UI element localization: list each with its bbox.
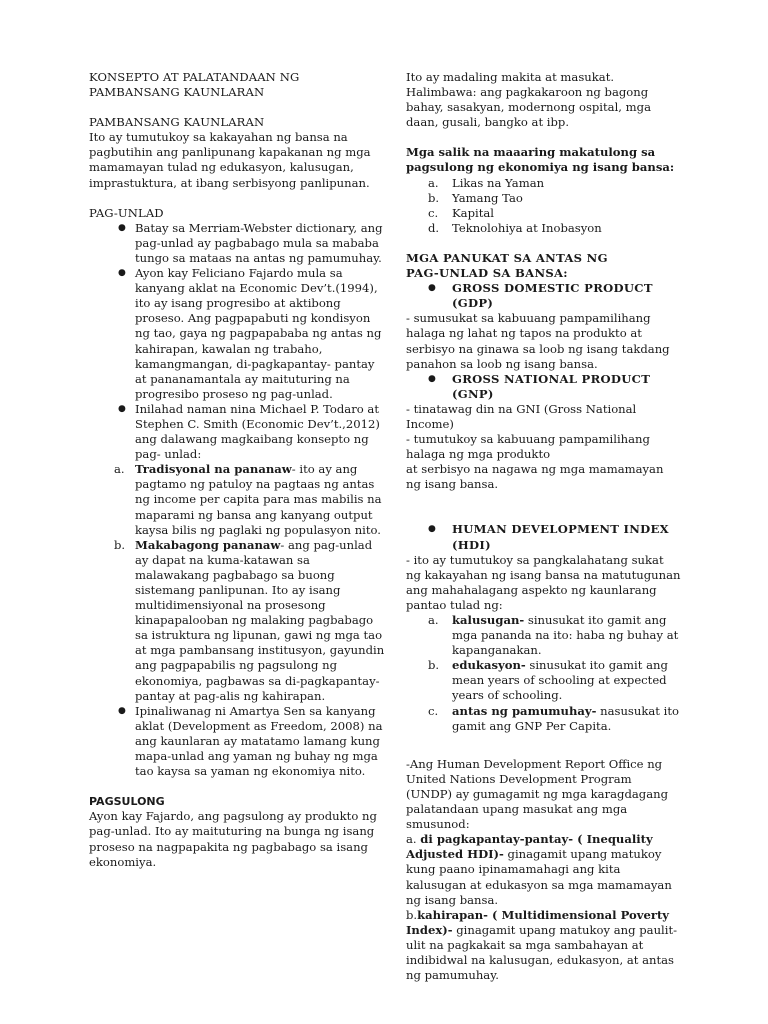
bullet-icon: ●	[118, 268, 126, 279]
panukat-heading-line-2: PAG-UNLAD SA BANSA:	[406, 266, 568, 281]
hdi-list	[406, 613, 681, 734]
pagsulong-heading: PAGSULONG	[89, 795, 165, 809]
pagunlad-heading: PAG-UNLAD	[89, 205, 164, 220]
list-item: ● Ayon kay Feliciano Fajardo mula sa kanyang aklat na Economic Dev’t.(1994), ito ay isang progresibo at aktibong proseso. Ang pagpapabuti ng kondisyon ng tao, gaya ng pagpapababa ng antas ng kahirapan, kawalan ng trabaho, kamangmangan, di-pagkapantay- pantay at pananamantala ay maituturing na progresibo proseso ng pag-unlad.	[118, 266, 382, 401]
gnp-line-3: at serbisyo na nagawa ng mga mamamayan ng isang bansa.	[406, 462, 664, 492]
list-item: a. Likas na Yaman	[428, 175, 545, 190]
mpi-paragraph: b.kahirapan- ( Multidimensional Poverty Index)- ginagamit upang matukoy ang paulit-ulit na pagkakait sa mga sambahayan at indibidwal na kalusugan, edukasyon, at antas ng pamumuhay.	[406, 907, 678, 983]
tradisyonal-term: Tradisyonal na pananaw	[135, 462, 292, 477]
list-item: b. Yamang Tao	[428, 190, 523, 205]
intro-paragraph: Ito ay madaling makita at masukat. Halimbawa: ang pagkakaroon ng bagong bahay, sasakyan, modernong ospital, mga daan, gusali, bangko at ibp.	[406, 70, 651, 130]
list-item: c. antas ng pamumuhay- nasusukat ito gamit ang GNP Per Capita.	[428, 703, 679, 733]
panukat-heading-line-1: MGA PANUKAT SA ANTAS NG	[406, 250, 608, 265]
kaunlaran-paragraph: Ito ay tumutukoy sa kakayahan ng bansa na pagbutihin ang panlipunang kapakanan ng mga mamamayan tulad ng edukasyon, kalusugan, imprastuktura, at ibang serbisyong panlipunan.	[89, 130, 371, 190]
pagsulong-paragraph: Ayon kay Fajardo, ang pagsulong ay produkto ng pag-unlad. Ito ay maituturing na bunga ng isang proseso na nagpapakita ng pagbabago sa isang ekonomiya.	[89, 809, 377, 869]
gdp-heading: ● GROSS DOMESTIC PRODUCT (GDP)	[428, 281, 653, 311]
bullet-icon: ●	[118, 403, 126, 414]
list-item: d. Teknolohiya at Inobasyon	[428, 220, 602, 235]
kaunlaran-heading: PAMBANSANG KAUNLARAN	[89, 115, 265, 130]
list-item-a: a. Tradisyonal na pananaw- ito ay ang pagtamo ng patuloy na pagtaas ng antas ng income per capita para mas mabilis na maparami ng bansa ang kanyang output kaysa bilis ng paglaki ng populasyon nito.	[114, 462, 382, 537]
hdi-paragraph: - ito ay tumutukoy sa pangkalahatang sukat ng kakayahan ng isang bansa na matutugunan ang mahahalagang aspekto ng kaunlarang pantao tulad ng:	[406, 552, 681, 612]
salik-heading: Mga salik na maaaring makatulong sa pagsulong ng ekonomiya ng isang bansa:	[406, 145, 675, 175]
list-item: a. kalusugan- sinusukat ito gamit ang mga pananda na ito: haba ng buhay at kapanganakan.	[428, 613, 679, 658]
list-item-b: b. Makabagong pananaw- ang pag-unlad ay dapat na kuma-katawan sa malawakang pagbabago sa buong sistemang panlipunan. Ito ay isang multidimensiyonal na prosesong kinapapalooban ng malaking pagbabago sa istruktura ng lipunan, gawi ng mga tao at mga pambansang institusyon, gayundin ang pagpapabilis ng pagsulong ng ekonomiya, pagbawas sa di-pagkapantay-pantay at pag-alis ng kahirapan.	[114, 537, 385, 703]
list-item: c. Kapital	[428, 205, 494, 220]
gnp-line-1: - tinatawag din na GNI (Gross National Income)	[406, 401, 637, 431]
makabagong-term: Makabagong pananaw	[135, 537, 281, 552]
bullet-icon: ●	[118, 705, 126, 716]
list-item: b. edukasyon- sinusukat ito gamit ang mean years of schooling at expected years of schooling.	[428, 658, 668, 703]
salik-list	[406, 176, 681, 236]
undp-paragraph: -Ang Human Development Report Office ng United Nations Development Program (UNDP) ay gumagamit ng mga karagdagang palatandaan upang masukat ang mga smusunod:	[406, 756, 669, 832]
left-column	[89, 70, 385, 870]
bullet-icon: ●	[428, 524, 437, 535]
gdp-paragraph: - sumusukat sa kabuuang pampamilihang halaga ng lahat ng tapos na produkto at serbisyo na ginawa sa loob ng isang takdang panahon sa loob ng isang bansa.	[406, 311, 670, 371]
bullet-icon: ●	[428, 283, 437, 294]
list-item: ● Inilahad naman nina Michael P. Todaro at Stephen C. Smith (Economic Dev’t.,2012) ang dalawang magkaibang konsepto ng pag- unlad:	[118, 401, 380, 462]
document-title-line-1: KONSEPTO AT PALATANDAAN NG	[89, 70, 300, 84]
hdi-heading: ● HUMAN DEVELOPMENT INDEX (HDI)	[428, 522, 669, 552]
gnp-line-2: - tumutukoy sa kabuuang pampamilihang halaga ng mga produkto	[406, 432, 650, 462]
list-item: ● Ipinaliwanag ni Amartya Sen sa kanyang aklat (Development as Freedom, 2008) na ang kaunlaran ay matatamo lamang kung mapa-unlad ang yaman ng buhay ng mga tao kaysa sa yaman ng ekonomiya nito.	[118, 703, 383, 779]
ihdi-paragraph: a. di pagkapantay-pantay- ( Inequality Adjusted HDI)- ginagamit upang matukoy kung paano ipinamamahagi ang kita kalusugan at edukasyon sa mga mamamayan ng isang bansa.	[406, 832, 672, 907]
list-item: ● Batay sa Merriam-Webster dictionary, ang pag-unlad ay pagbabago mula sa mababa tungo sa mataas na antas ng pamumuhay.	[118, 220, 383, 265]
bullet-icon: ●	[428, 373, 437, 384]
gnp-heading: ● GROSS NATIONAL PRODUCT (GNP)	[428, 371, 651, 401]
right-column	[406, 70, 681, 983]
document-title-line-2: PAMBANSANG KAUNLARAN	[89, 85, 265, 100]
bullet-icon: ●	[118, 222, 126, 233]
